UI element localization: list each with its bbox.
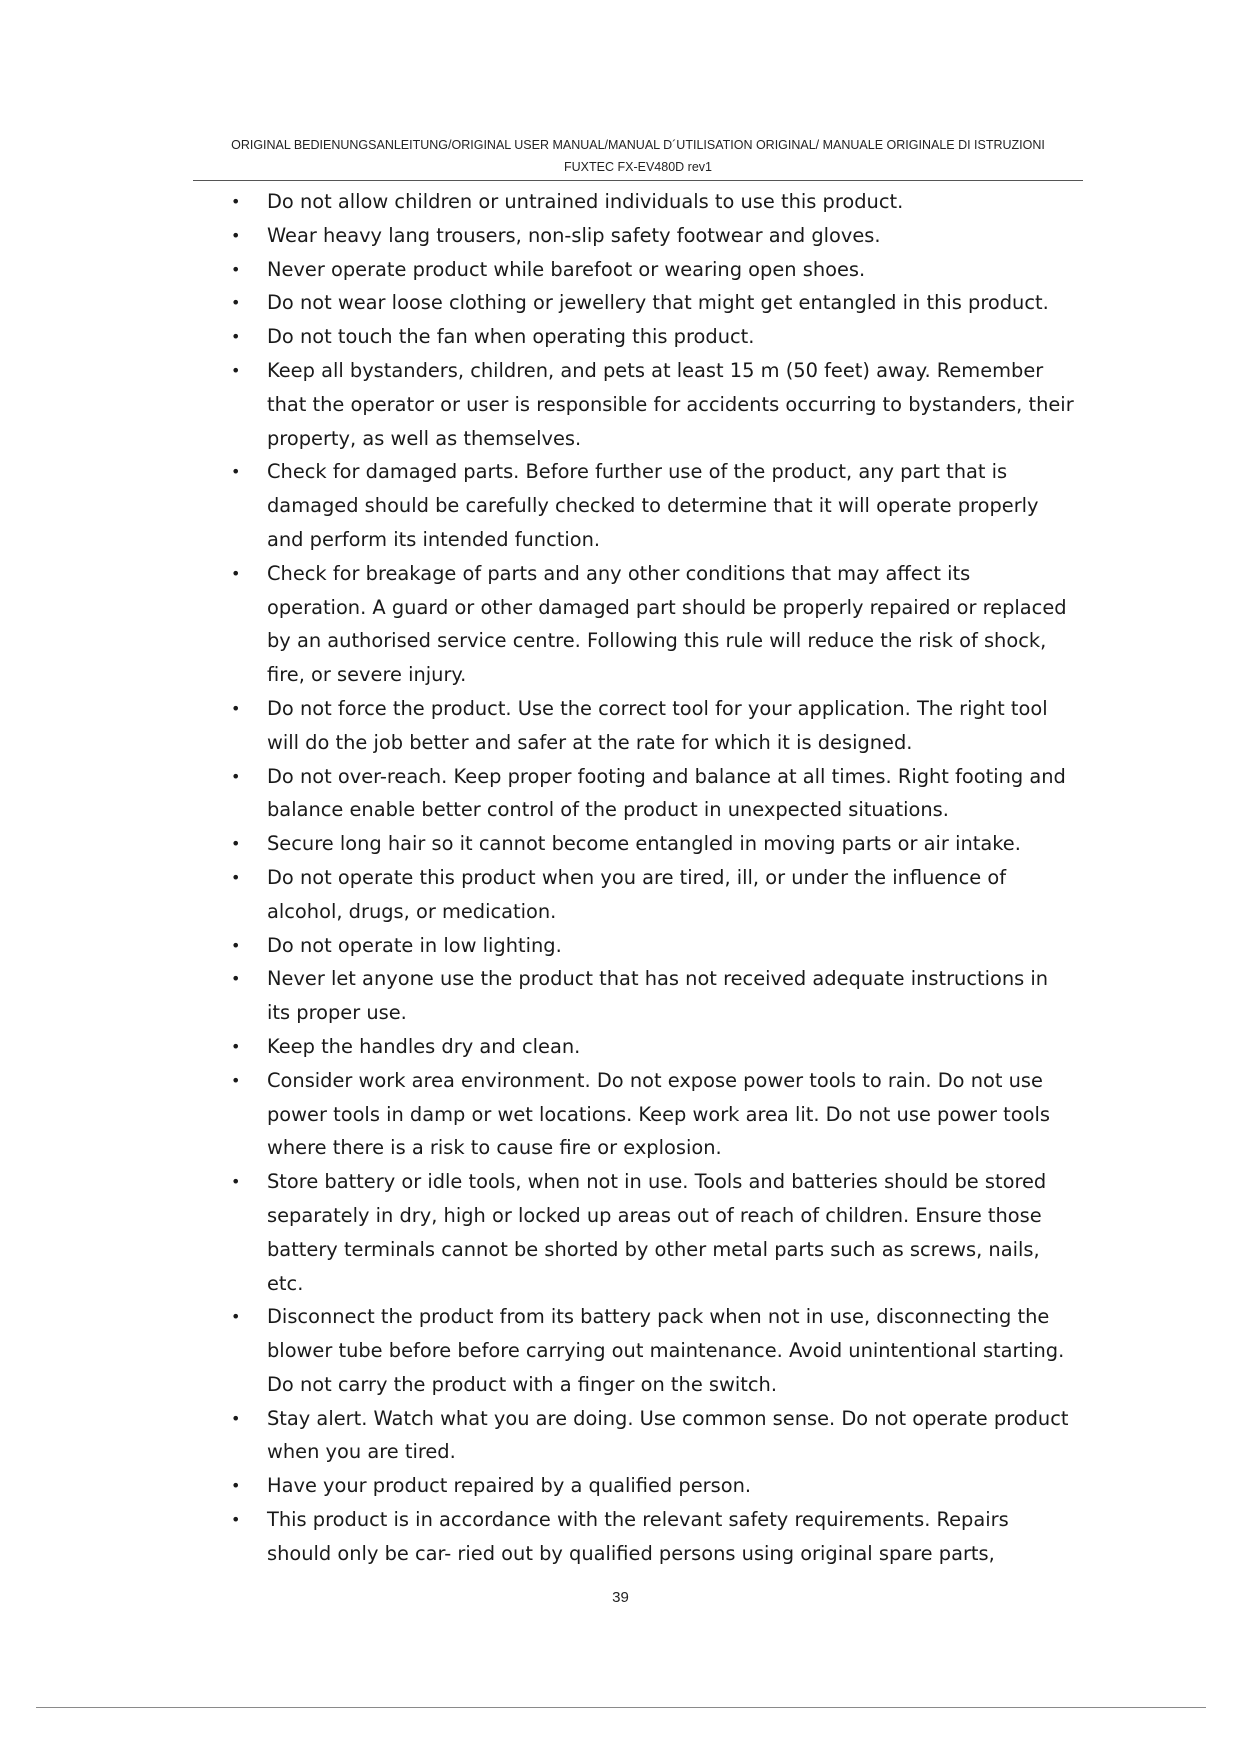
bullet-icon: • [231, 935, 241, 955]
list-item-text: Do not touch the fan when operating this product. [267, 325, 755, 349]
bullet-icon: • [231, 969, 241, 989]
bullet-icon: • [231, 766, 241, 786]
list-item-text: This product is in accordance with the relevant safety requirements. Repairs should only be car- ried out by qualified persons using original spare parts, [267, 1508, 1009, 1565]
list-item-text: Do not wear loose clothing or jewellery that might get entangled in this product. [267, 291, 1049, 315]
list-item-text: Do not force the product. Use the correct tool for your application. The right tool will do the job better and safer at the rate for which it is designed. [267, 696, 1048, 754]
bullet-icon: • [231, 1408, 241, 1428]
list-item [0, 861, 1075, 929]
list-item [0, 1503, 1075, 1571]
bullet-icon: • [231, 327, 241, 347]
list-item [0, 760, 1075, 828]
list-item [0, 1030, 1075, 1064]
list-item [0, 557, 1075, 692]
list-item [0, 219, 1075, 253]
list-item [0, 1165, 1075, 1300]
bullet-icon: • [231, 1476, 241, 1496]
bullet-icon: • [231, 1070, 241, 1090]
bullet-icon: • [231, 1510, 241, 1530]
bullet-icon: • [231, 1036, 241, 1056]
list-item-text: Never let anyone use the product that has not received adequate instructions in its proper use. [267, 967, 1049, 1025]
list-item [0, 1402, 1075, 1470]
list-item-text: Check for damaged parts. Before further use of the product, any part that is damaged should be carefully checked to determine that it will operate properly and perform its intended function. [267, 460, 1039, 551]
list-item-text: Keep all bystanders, children, and pets at least 15 m (50 feet) away. Remember that the operator or user is responsible for accidents occurring to bystanders, their property, as well as themselves. [267, 358, 1074, 450]
bullet-icon: • [231, 192, 241, 211]
list-item [0, 1300, 1075, 1401]
page-header [193, 134, 1083, 178]
list-item-text: Never operate product while barefoot or wearing open shoes. [267, 257, 866, 281]
bullet-icon: • [231, 834, 241, 854]
list-item [0, 320, 1075, 354]
footer-divider [36, 1707, 1206, 1708]
bullet-icon: • [231, 259, 241, 279]
bullet-icon: • [231, 360, 241, 380]
list-item [0, 962, 1075, 1030]
list-item-text: Keep the handles dry and clean. [267, 1034, 581, 1058]
list-item [0, 1064, 1075, 1165]
bullet-icon: • [231, 1172, 241, 1192]
bullet-icon: • [231, 563, 241, 583]
list-item [0, 253, 1075, 287]
list-item [0, 1469, 1075, 1503]
list-item [0, 827, 1075, 861]
list-item-text: Check for breakage of parts and any other conditions that may affect its operation. A guard or other damaged part should be properly repaired or replaced by an authorised service centre. Following this rule will reduce the risk of shock, fire, or severe injury. [267, 561, 1067, 687]
list-item-text: Do not operate in low lighting. [267, 933, 562, 957]
list-item-text: Secure long hair so it cannot become entangled in moving parts or air intake. [267, 832, 1021, 856]
list-item [0, 692, 1075, 760]
list-item-text: Consider work area environment. Do not expose power tools to rain. Do not use power tools in damp or wet locations. Keep work area lit. Do not use power tools where there is a risk to cause fire or explosion. [267, 1068, 1050, 1160]
header-divider [193, 180, 1083, 181]
list-item [0, 455, 1075, 556]
page-number: 39 [612, 1589, 629, 1606]
list-item-text: Stay alert. Watch what you are doing. Use common sense. Do not operate product when you are tired. [267, 1406, 1069, 1464]
bullet-icon: • [231, 225, 241, 245]
list-item-text: Store battery or idle tools, when not in use. Tools and batteries should be stored separately in dry, high or locked up areas out of reach of children. Ensure those battery terminals cannot be shorted by other metal parts such as screws, nails, etc. [267, 1170, 1047, 1295]
list-item [0, 929, 1075, 963]
bullet-icon: • [231, 1307, 241, 1327]
list-item-text: Disconnect the product from its battery pack when not in use, disconnecting the blower tube before before carrying out maintenance. Avoid unintentional starting. Do not carry the product with a finger on the switch. [267, 1305, 1065, 1396]
safety-instructions-list [0, 185, 1241, 1571]
bullet-icon: • [231, 867, 241, 887]
header-title: ORIGINAL BEDIENUNGSANLEITUNG/ORIGINAL USER MANUAL/MANUAL D´UTILISATION ORIGINAL/ MANUALE ORIGINALE DI ISTRUZIONI [231, 138, 1045, 152]
bullet-icon: • [231, 698, 241, 718]
header-model: FUXTEC FX-EV480D rev1 [564, 160, 712, 174]
list-item-text: Do not allow children or untrained individuals to use this product. [267, 190, 904, 213]
list-item-text: Do not over-reach. Keep proper footing and balance at all times. Right footing and balance enable better control of the product in unexpected situations. [267, 764, 1066, 822]
list-item-text: Have your product repaired by a qualified person. [267, 1474, 752, 1498]
list-item-text: Wear heavy lang trousers, non-slip safety footwear and gloves. [267, 223, 881, 247]
list-item [0, 185, 1075, 219]
list-item-text: Do not operate this product when you are tired, ill, or under the influence of alcohol, drugs, or medication. [267, 865, 1007, 923]
list-item [0, 286, 1075, 320]
bullet-icon: • [231, 293, 241, 313]
list-item [0, 354, 1075, 455]
bullet-icon: • [231, 462, 241, 482]
